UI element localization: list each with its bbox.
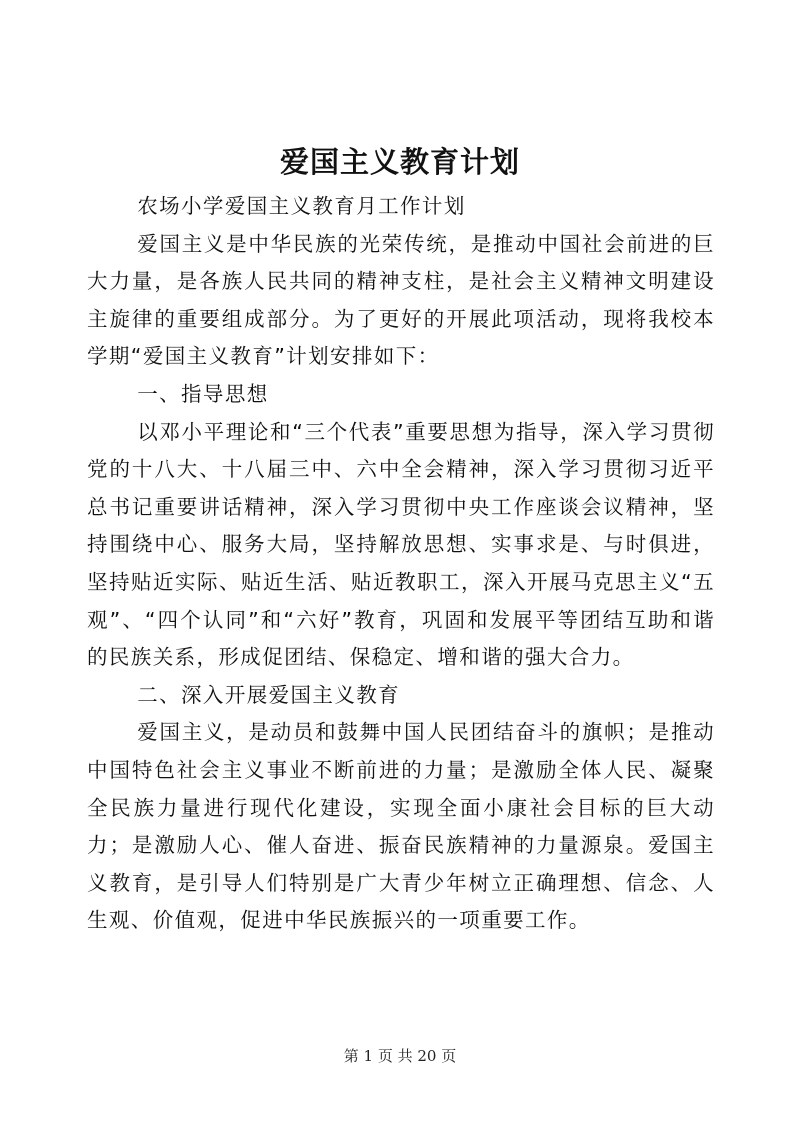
patriotic-education-paragraph: 爱国主义，是动员和鼓舞中国人民团结奋斗的旗帜；是推动中国特色社会主义事业不断前进的力量；是激励全体人民、凝聚全民族力量进行现代化建设，实现全面小康社会目标的巨大动力；是激励人心、催人奋进、振奋民族精神的力量源泉。爱国主义教育，是引导人们特别是广大青少年树立正确理想、信念、人生观、价值观，促进中华民族振兴的一项重要工作。 [87,720,715,933]
subtitle-paragraph: 农场小学爱国主义教育月工作计划 [137,194,466,218]
section-heading-patriotic-education: 二、深入开展爱国主义教育 [137,682,401,707]
guiding-ideology-paragraph: 以邓小平理论和“三个代表”重要思想为指导，深入学习贯彻党的十八大、十八届三中、六中全会精神，深入学习贯彻习近平总书记重要讲话精神，深入学习贯彻中央工作座谈会议精神，坚持围绕中心、服务大局，坚持解放思想、实事求是、与时俱进，坚持贴近实际、贴近生活、贴近教职工，深入开展马克思主义“五观”、“四个认同”和“六好”教育，巩固和发展平等团结互助和谐的民族关系，形成促团结、保稳定、增和谐的强大合力。 [87,419,715,670]
document-body [87,188,715,940]
document-title: 爱国主义教育计划 [279,145,520,179]
intro-paragraph: 爱国主义是中华民族的光荣传统，是推动中国社会前进的巨大力量，是各族人民共同的精神支柱，是社会主义精神文明建设主旋律的重要组成部分。为了更好的开展此项活动，现将我校本学期“爱国主义教育”计划安排如下： [87,231,715,369]
section-heading-guiding-ideology: 一、指导思想 [137,381,269,406]
page-footer: 第 1 页 共 20 页 [343,1047,457,1065]
